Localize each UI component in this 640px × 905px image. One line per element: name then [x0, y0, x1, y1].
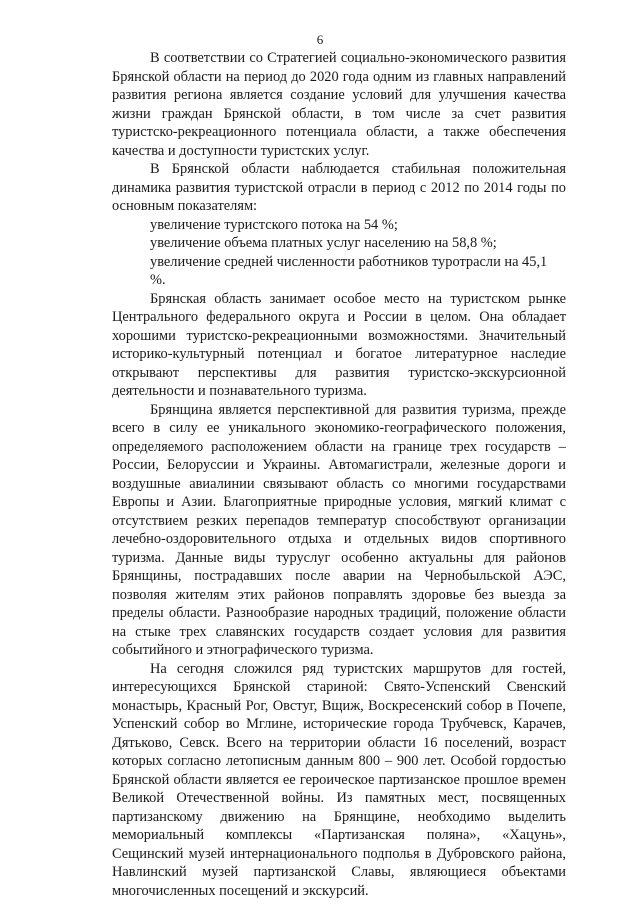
paragraph-dynamics: В Брянской области наблюдается стабильная положительная динамика развития туристской отрасли в период с 2012 по 2014 годы по основным показателям:: [112, 161, 566, 214]
paragraph-geography: Брянщина является перспективной для развития туризма, прежде всего в силу ее уникального экономико-географического положения, определяемого расположением области на границе трех государств – России, Белоруссии и Украины. Автомагистрали, железные дороги и воздушные авиалинии связывают область со многими государствами Европы и Азии. Благоприятные природные условия, мягкий климат с отсутствием резких перепадов температур способствуют организации лечебно-оздоровительного отдыха и отдельных видов спортивного туризма. Данные виды туруслуг особенно актуальны для районов Брянщины, пострадавших после аварии на Чернобыльской АЭС, позволяя жителям этих районов поправлять здоровье без выезда за пределы области. Разнообразие народных традиций, положение области на стыке трех славянских государств создает условия для развития событийного и этнографического туризма.: [112, 401, 566, 658]
indicator-paid-services: увеличение объема платных услуг населению на 58,8 %;: [150, 235, 497, 251]
paragraph-tourism-market: Брянская область занимает особое место на туристском рынке Центрального федерального округа и России в целом. Она обладает хорошими туристско-рекреационными возможностями. Значительный историко-культурный потенциал и богатое литературное наследие открывают перспективы для развития туристско-экскурсионной деятельности и познавательного туризма.: [112, 290, 566, 399]
document-body: [112, 49, 566, 900]
paragraph-routes: На сегодня сложился ряд туристских маршрутов для гостей, интересующихся Брянской стариной: Свято-Успенский Свенский монастырь, Красный Рог, Овстуг, Вщиж, Воскресенский собор в Почепе, Успенский собор во Мглине, исторические города Трубчевск, Карачев, Дятьково, Севск. Всего на территории области 16 поселений, возраст которых согласно летописным данным 800 – 900 лет. Особой гордостью Брянской области является ее героическое партизанское прошлое времен Великой Отечественной войны. Из памятных мест, посвященных партизанскому движению на Брянщине, необходимо выделить мемориальный комплексы «Партизанская поляна», «Хацунь», Сещинский музей интернационального подполья в Дубровского района, Навлинский музей партизанской Славы, являющиеся объектами многочисленных посещений и экскурсий.: [112, 660, 566, 899]
indicator-tourist-flow: увеличение туристского потока на 54 %;: [150, 216, 398, 233]
page-number: 6: [316, 32, 324, 47]
paragraph-strategy: В соответствии со Стратегией социально-экономического развития Брянской области на период до 2020 года одним из главных направлений развития региона является создание условий для улучшения качества жизни граждан Брянской области, в том числе за счет развития туристско-рекреационного потенциала области, а также обеспечения качества и доступности туристских услуг.: [112, 50, 566, 159]
indicator-workforce: увеличение средней численности работников туротрасли на 45,1 %.: [150, 253, 548, 288]
